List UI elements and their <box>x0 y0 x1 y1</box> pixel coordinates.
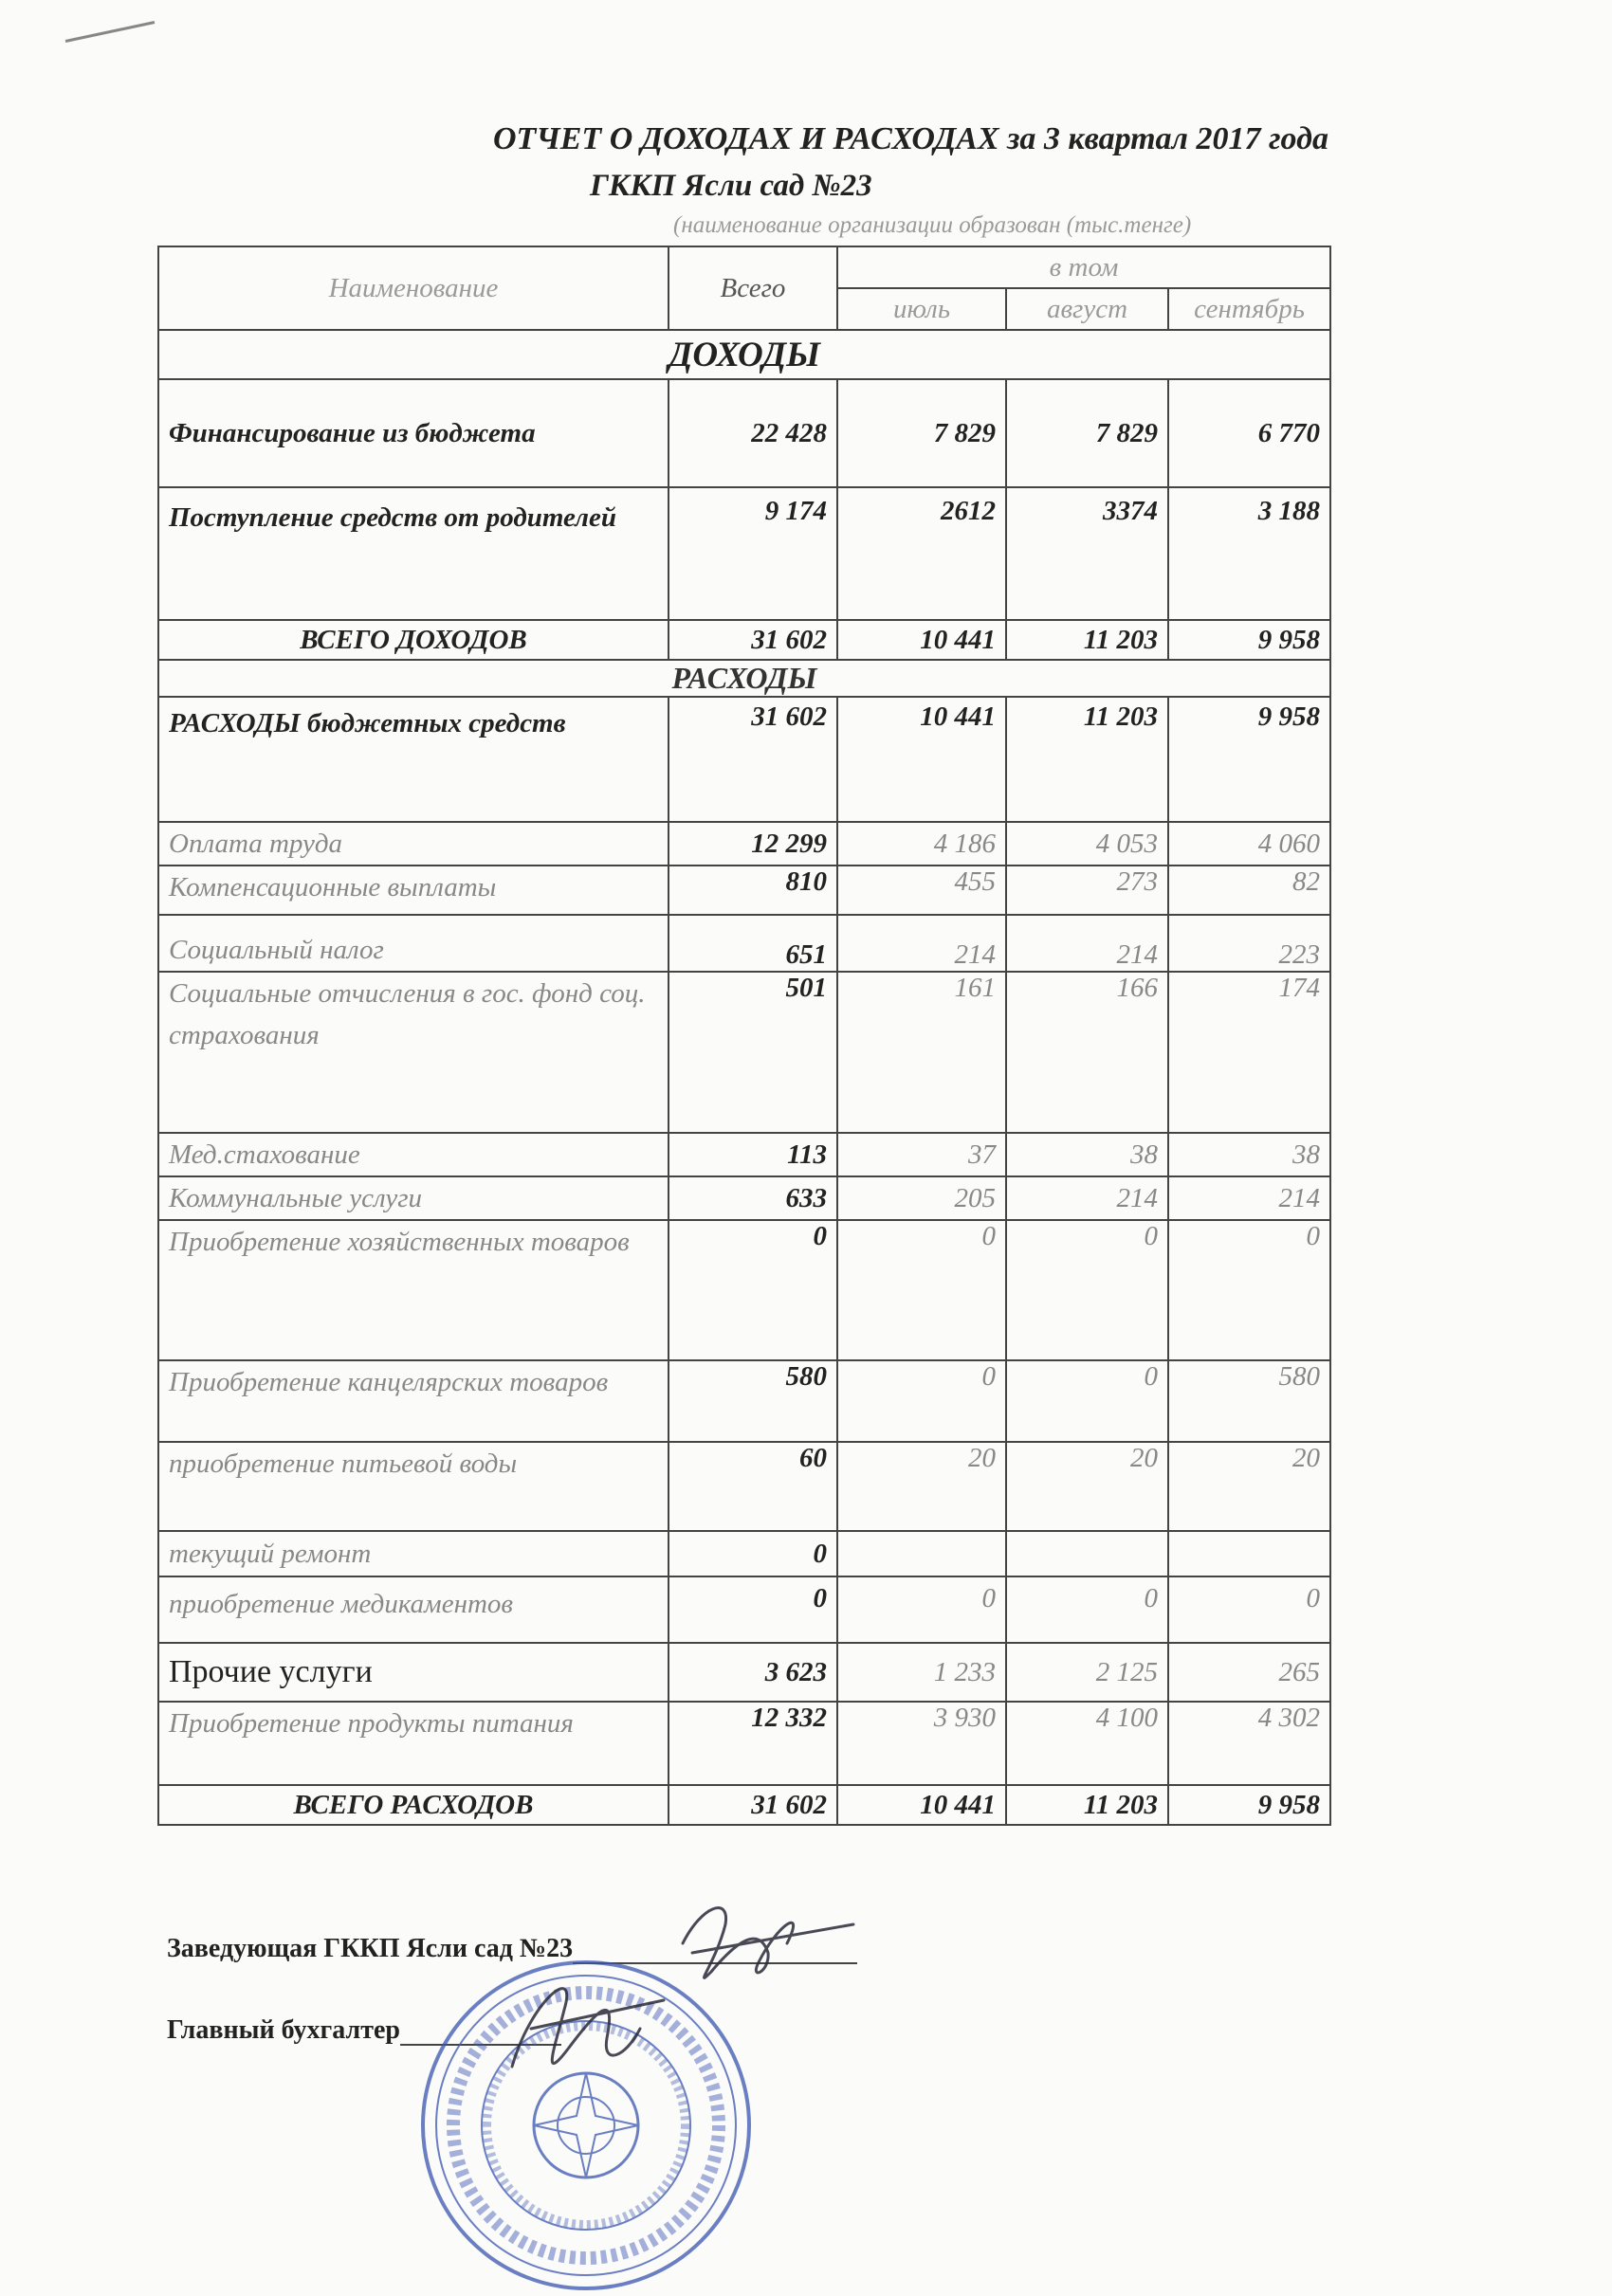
row-total: 31 602 <box>669 1785 837 1825</box>
income-section-title: ДОХОДЫ <box>158 330 1330 379</box>
income-section-row <box>158 330 1330 379</box>
row-july: 0 <box>837 1360 1006 1442</box>
row-total: 651 <box>669 915 837 972</box>
table-row <box>158 1643 1330 1702</box>
row-total: 60 <box>669 1442 837 1531</box>
expense-total-row <box>158 1785 1330 1825</box>
row-august: 11 203 <box>1006 1785 1168 1825</box>
unit-note: (наименование организации образован (тыс.тенге) <box>673 212 1192 238</box>
row-july: 1 233 <box>837 1643 1006 1702</box>
row-august: 0 <box>1006 1576 1168 1643</box>
row-september: 265 <box>1168 1643 1330 1702</box>
row-september: 214 <box>1168 1176 1330 1220</box>
row-total: 3 623 <box>669 1643 837 1702</box>
row-august: 11 203 <box>1006 697 1168 822</box>
row-total: 501 <box>669 972 837 1133</box>
table-row <box>158 1576 1330 1643</box>
row-september: 9 958 <box>1168 1785 1330 1825</box>
row-september: 0 <box>1168 1576 1330 1643</box>
row-total: 0 <box>669 1576 837 1643</box>
table-row <box>158 1702 1330 1785</box>
row-august: 273 <box>1006 866 1168 915</box>
header-row <box>158 246 1330 288</box>
row-august: 4 100 <box>1006 1702 1168 1785</box>
row-august: 20 <box>1006 1442 1168 1531</box>
row-september: 38 <box>1168 1133 1330 1176</box>
row-name: Оплата труда <box>158 822 669 866</box>
row-august: 38 <box>1006 1133 1168 1176</box>
row-name: текущий ремонт <box>158 1531 669 1576</box>
row-september: 174 <box>1168 972 1330 1133</box>
table-row <box>158 1531 1330 1576</box>
row-july: 10 441 <box>837 697 1006 822</box>
table-row <box>158 915 1330 972</box>
row-july: 4 186 <box>837 822 1006 866</box>
row-august: 0 <box>1006 1360 1168 1442</box>
row-total: 0 <box>669 1531 837 1576</box>
row-july <box>837 1531 1006 1576</box>
row-july: 3 930 <box>837 1702 1006 1785</box>
row-september: 3 188 <box>1168 487 1330 620</box>
row-july: 20 <box>837 1442 1006 1531</box>
col-header-group: в том <box>837 246 1330 288</box>
row-august: 2 125 <box>1006 1643 1168 1702</box>
row-september: 82 <box>1168 866 1330 915</box>
row-july: 205 <box>837 1176 1006 1220</box>
col-header-july: июль <box>837 288 1006 330</box>
row-september: 580 <box>1168 1360 1330 1442</box>
row-september: 4 302 <box>1168 1702 1330 1785</box>
table-row <box>158 866 1330 915</box>
table-row <box>158 1220 1330 1360</box>
income-total-row <box>158 620 1330 660</box>
row-total: 580 <box>669 1360 837 1442</box>
row-september: 9 958 <box>1168 620 1330 660</box>
row-july: 2612 <box>837 487 1006 620</box>
row-name: РАСХОДЫ бюджетных средств <box>158 697 669 822</box>
row-total: 810 <box>669 866 837 915</box>
row-july: 7 829 <box>837 379 1006 487</box>
row-name: Приобретение продукты питания <box>158 1702 669 1785</box>
row-name: Компенсационные выплаты <box>158 866 669 915</box>
table-row <box>158 487 1330 620</box>
row-september: 0 <box>1168 1220 1330 1360</box>
row-name: Социальные отчисления в гос. фонд соц. страхования <box>158 972 669 1133</box>
row-name: Социальный налог <box>158 915 669 972</box>
row-name: приобретение питьевой воды <box>158 1442 669 1531</box>
col-header-september: сентябрь <box>1168 288 1330 330</box>
row-name: Прочие услуги <box>158 1643 669 1702</box>
row-august <box>1006 1531 1168 1576</box>
row-total: 31 602 <box>669 697 837 822</box>
row-name: Мед.стахование <box>158 1133 669 1176</box>
row-july: 161 <box>837 972 1006 1133</box>
scan-mark <box>65 21 156 43</box>
income-expense-table <box>157 246 1331 1826</box>
table-row <box>158 1360 1330 1442</box>
row-name: Поступление средств от родителей <box>158 487 669 620</box>
director-title: Заведующая ГККП Ясли сад №23 <box>167 1934 574 1963</box>
row-july: 10 441 <box>837 1785 1006 1825</box>
row-name: Приобретение канцелярских товаров <box>158 1360 669 1442</box>
row-name: ВСЕГО РАСХОДОВ <box>158 1785 669 1825</box>
row-september <box>1168 1531 1330 1576</box>
col-header-name: Наименование <box>158 246 669 330</box>
expense-budget-row <box>158 697 1330 822</box>
table-row <box>158 1176 1330 1220</box>
handwritten-signatures <box>474 1886 891 2105</box>
row-july: 0 <box>837 1220 1006 1360</box>
table-row <box>158 1442 1330 1531</box>
row-july: 455 <box>837 866 1006 915</box>
row-july: 0 <box>837 1576 1006 1643</box>
expense-section-row <box>158 660 1330 697</box>
row-august: 11 203 <box>1006 620 1168 660</box>
row-name: приобретение медикаментов <box>158 1576 669 1643</box>
row-name: Приобретение хозяйственных товаров <box>158 1220 669 1360</box>
row-september: 223 <box>1168 915 1330 972</box>
row-august: 3374 <box>1006 487 1168 620</box>
row-total: 633 <box>669 1176 837 1220</box>
row-september: 20 <box>1168 1442 1330 1531</box>
row-july: 214 <box>837 915 1006 972</box>
row-august: 166 <box>1006 972 1168 1133</box>
row-total: 22 428 <box>669 379 837 487</box>
row-total: 31 602 <box>669 620 837 660</box>
row-total: 12 299 <box>669 822 837 866</box>
col-header-august: август <box>1006 288 1168 330</box>
row-total: 0 <box>669 1220 837 1360</box>
row-name: Коммунальные услуги <box>158 1176 669 1220</box>
table-row <box>158 1133 1330 1176</box>
table-row <box>158 972 1330 1133</box>
row-july: 37 <box>837 1133 1006 1176</box>
row-total: 9 174 <box>669 487 837 620</box>
row-total: 12 332 <box>669 1702 837 1785</box>
row-august: 4 053 <box>1006 822 1168 866</box>
row-september: 4 060 <box>1168 822 1330 866</box>
row-total: 113 <box>669 1133 837 1176</box>
row-august: 214 <box>1006 915 1168 972</box>
row-august: 0 <box>1006 1220 1168 1360</box>
row-august: 7 829 <box>1006 379 1168 487</box>
row-september: 9 958 <box>1168 697 1330 822</box>
col-header-total: Всего <box>669 246 837 330</box>
organization-name: ГККП Ясли сад №23 <box>590 169 872 203</box>
table-row <box>158 379 1330 487</box>
expense-section-title: РАСХОДЫ <box>158 660 1330 697</box>
row-name: Финансирование из бюджета <box>158 379 669 487</box>
row-name: ВСЕГО ДОХОДОВ <box>158 620 669 660</box>
report-title: ОТЧЕТ О ДОХОДАХ И РАСХОДАХ за 3 квартал 2017 года <box>493 121 1328 156</box>
table-row <box>158 822 1330 866</box>
row-august: 214 <box>1006 1176 1168 1220</box>
accountant-title: Главный бухгалтер <box>167 2015 400 2045</box>
row-july: 10 441 <box>837 620 1006 660</box>
row-september: 6 770 <box>1168 379 1330 487</box>
